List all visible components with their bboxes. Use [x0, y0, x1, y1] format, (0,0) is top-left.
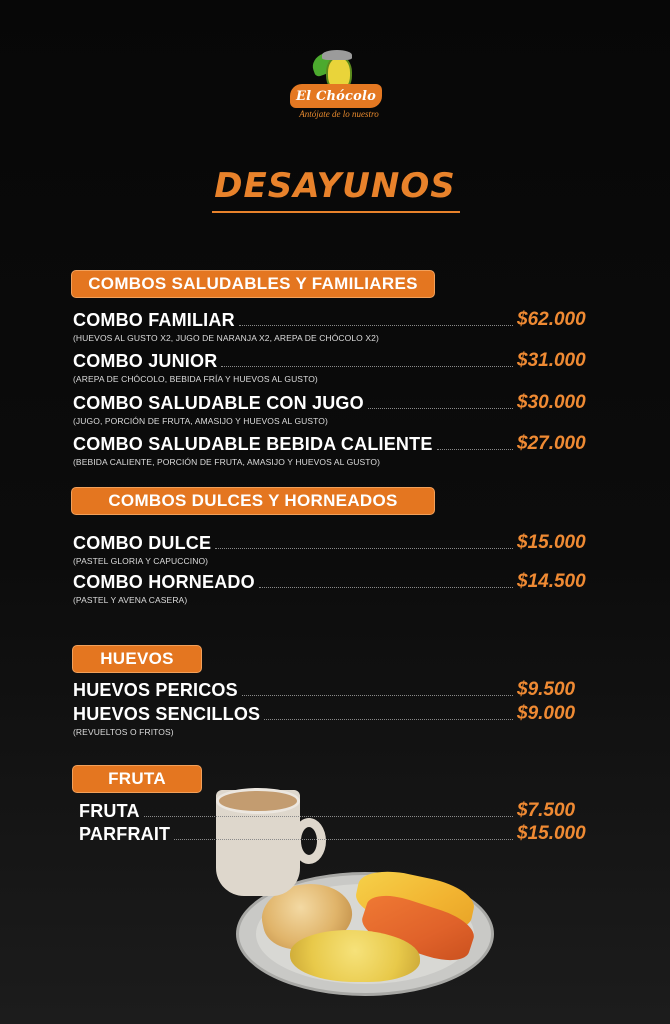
item-description: (HUEVOS AL GUSTO X2, JUGO DE NARANJA X2, AREPA DE CHÓCOLO X2): [73, 333, 379, 343]
item-name: PARFRAIT: [79, 824, 171, 844]
item-description: (PASTEL GLORIA Y CAPUCCINO): [73, 556, 209, 566]
item-name: FRUTA: [79, 801, 140, 821]
dotted-leader: [264, 718, 513, 720]
dotted-leader: [174, 838, 513, 840]
item-description: (BEBIDA CALIENTE, PORCIÓN DE FRUTA, AMASIJO Y HUEVOS AL GUSTO): [73, 457, 381, 467]
item-description: (PASTEL Y AVENA CASERA): [73, 595, 188, 605]
item-price: $31.000: [517, 350, 586, 371]
menu-item-parfrait: [79, 823, 601, 845]
item-name: COMBO DULCE: [73, 533, 212, 553]
dotted-leader: [215, 547, 513, 549]
dotted-leader: [242, 694, 513, 696]
menu-item-combo-saludable-jugo: [73, 392, 601, 426]
menu-item-combo-horneado: [73, 571, 601, 605]
item-name: COMBO FAMILIAR: [73, 310, 235, 330]
menu-item-combo-junior: [73, 350, 601, 384]
item-price: $14.500: [517, 571, 586, 592]
item-name: COMBO SALUDABLE BEBIDA CALIENTE: [73, 434, 433, 454]
section-header-combos-dulces: COMBOS DULCES Y HORNEADOS: [71, 487, 435, 515]
item-name: COMBO HORNEADO: [73, 572, 255, 592]
title-underline: [212, 211, 460, 213]
item-price: $9.000: [517, 703, 576, 724]
menu-item-huevos-sencillos: [73, 703, 601, 737]
brand-tagline: Antójate de lo nuestro: [299, 109, 379, 119]
item-price: $7.500: [517, 800, 576, 821]
item-price: $30.000: [517, 392, 586, 413]
item-price: $15.000: [517, 823, 586, 844]
item-price: $9.500: [517, 679, 576, 700]
menu-item-combo-familiar: [73, 309, 601, 343]
menu-item-huevos-pericos: [73, 679, 601, 701]
item-name: HUEVOS PERICOS: [73, 680, 238, 700]
item-price: $27.000: [517, 433, 586, 454]
item-description: (JUGO, PORCIÓN DE FRUTA, AMASIJO Y HUEVOS AL GUSTO): [73, 416, 328, 426]
item-price: $62.000: [517, 309, 586, 330]
menu-item-combo-dulce: [73, 532, 601, 566]
logo-banner: [290, 84, 382, 108]
item-name: COMBO JUNIOR: [73, 351, 218, 371]
brand-name: El Chócolo: [295, 88, 377, 104]
item-name: HUEVOS SENCILLOS: [73, 704, 261, 724]
logo-hat-icon: [322, 50, 352, 60]
menu-item-fruta: [79, 800, 601, 822]
dotted-leader: [221, 365, 513, 367]
dotted-leader: [368, 407, 513, 409]
section-header-huevos: HUEVOS: [72, 645, 202, 673]
menu-item-combo-saludable-caliente: [73, 433, 601, 467]
dotted-leader: [239, 324, 513, 326]
item-name: COMBO SALUDABLE CON JUGO: [73, 393, 364, 413]
item-price: $15.000: [517, 532, 586, 553]
dotted-leader: [437, 448, 513, 450]
page-title: DESAYUNOS: [214, 166, 456, 206]
dotted-leader: [144, 815, 513, 817]
brand-logo: [288, 48, 384, 126]
section-header-fruta: FRUTA: [72, 765, 202, 793]
dotted-leader: [259, 586, 513, 588]
section-header-combos-saludables: COMBOS SALUDABLES Y FAMILIARES: [71, 270, 435, 298]
item-description: (AREPA DE CHÓCOLO, BEBIDA FRÍA Y HUEVOS AL GUSTO): [73, 374, 318, 384]
item-description: (REVUELTOS O FRITOS): [73, 727, 174, 737]
